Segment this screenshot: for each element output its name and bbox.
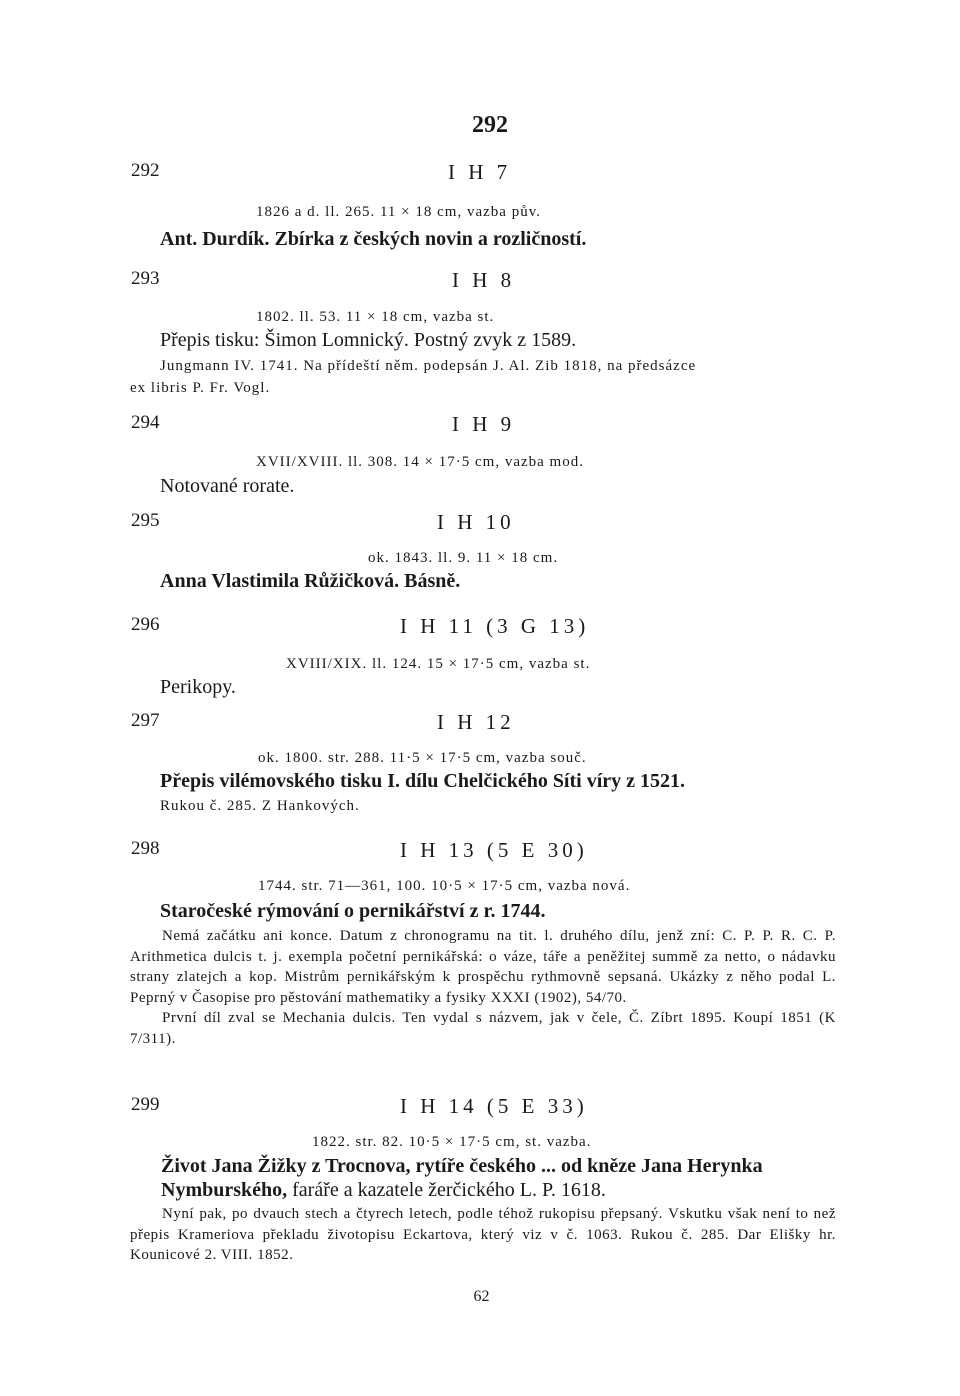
entry-description — [130, 1204, 836, 1266]
entry-number: 294 — [131, 412, 160, 433]
shelfmark: I H 11 (3 G 13) — [400, 614, 590, 638]
entry-meta: 1822. str. 82. 10·5 × 17·5 cm, st. vazba. — [312, 1134, 592, 1150]
entry-title: Perikopy. — [160, 676, 236, 698]
description-paragraph: Nemá začátku ani konce. Datum z chronogramu na tit. l. druhého dílu, jenž zní: C. P. P. R. C. P. Arithmetica dulcis t. j. exempla početní pernikářská: o váze, táře a peněžitej summě za netto, o nádavku strany zlatejch a kop. Mistrům pernikářským k prospěchu rythmovně sepsaná. Ukázky z něho podal L. Peprný v Časopise pro pěstování mathematiky a fysiky XXXI (1902), 54/70. — [130, 928, 836, 1006]
description-paragraph: Nyní pak, po dvauch stech a čtyrech letech, podle téhož rukopisu přepsaný. Vskutku však není to než přepis Krameriova překladu životopisu Eckartova, který viz v č. 1063. Rukou č. 285. Dar Elišky hr. Kounicové 2. VIII. 1852. — [130, 1206, 836, 1263]
entry-title: Přepis vilémovského tisku I. dílu Chelčického Síti víry z 1521. — [160, 770, 686, 792]
entry-meta: 1802. ll. 53. 11 × 18 cm, vazba st. — [256, 309, 495, 325]
entry-meta: XVII/XVIII. ll. 308. 14 × 17·5 cm, vazba mod. — [256, 454, 584, 470]
entry-number: 299 — [131, 1094, 160, 1115]
entry-number: 293 — [131, 268, 160, 289]
shelfmark: I H 8 — [452, 268, 516, 292]
entry-title: Staročeské rýmování o pernikářství z r. 1744. — [160, 900, 546, 922]
entry-meta: ok. 1843. ll. 9. 11 × 18 cm. — [368, 550, 559, 566]
entry-meta: XVIII/XIX. ll. 124. 15 × 17·5 cm, vazba st. — [286, 656, 591, 672]
entry-title: Přepis tisku: Šimon Lomnický. Postný zvyk z 1589. — [160, 329, 577, 351]
shelfmark: I H 10 — [437, 510, 515, 534]
shelfmark: I H 14 (5 E 33) — [400, 1094, 588, 1118]
entry-meta: ok. 1800. str. 288. 11·5 × 17·5 cm, vazba souč. — [258, 750, 587, 766]
entry-meta: 1744. str. 71—361, 100. 10·5 × 17·5 cm, vazba nová. — [258, 878, 631, 894]
shelfmark: I H 13 (5 E 30) — [400, 838, 588, 862]
entry-title — [161, 1154, 839, 1202]
entry-number: 295 — [131, 510, 160, 531]
title-bold-part: Život Jana Žižky z Trocnova, rytíře českého ... od kněze Jana Herynka Nymburského, — [161, 1155, 763, 1201]
entry-title: Anna Vlastimila Růžičková. Básně. — [160, 570, 461, 592]
running-page-number: 292 — [472, 112, 508, 138]
entry-note: ex libris P. Fr. Vogl. — [130, 380, 271, 396]
description-paragraph: První díl zval se Mechania dulcis. Ten vydal s názvem, jak v čele, Č. Zíbrt 1895. Koupí 1851 (K 7/311). — [130, 1010, 836, 1047]
entry-number: 296 — [131, 614, 160, 635]
entry-number: 292 — [131, 160, 160, 181]
entry-note: Rukou č. 285. Z Hankových. — [160, 798, 360, 814]
title-normal-part: faráře a kazatele žerčického L. P. 1618. — [287, 1179, 606, 1201]
entry-description — [130, 926, 836, 1049]
shelfmark: I H 9 — [452, 412, 516, 436]
entry-note: Jungmann IV. 1741. Na přídeští něm. podepsán J. Al. Zib 1818, na předsázce — [160, 358, 697, 374]
entry-number: 298 — [131, 838, 160, 859]
page-folio: 62 — [473, 1288, 490, 1305]
entry-title: Ant. Durdík. Zbírka z českých novin a rozličností. — [160, 228, 587, 250]
shelfmark: I H 7 — [448, 160, 512, 184]
shelfmark: I H 12 — [437, 710, 515, 734]
entry-meta: 1826 a d. ll. 265. 11 × 18 cm, vazba pův. — [256, 204, 541, 220]
entry-title: Notované rorate. — [160, 475, 295, 497]
entry-number: 297 — [131, 710, 160, 731]
